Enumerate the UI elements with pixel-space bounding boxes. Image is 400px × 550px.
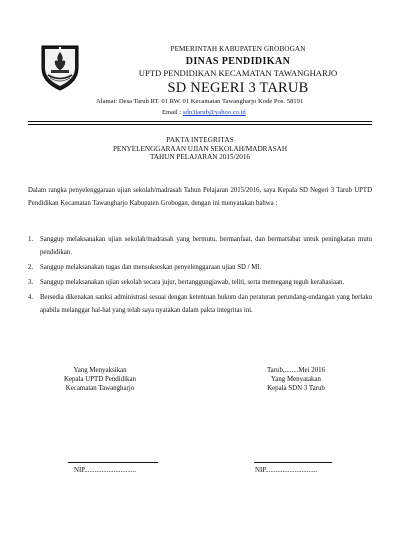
item-text: Sanggup melaksanakan ujian sekolah secara jujur, bertanggungjawab, teliti, serta memegang teguh kerahasiaan. [40, 279, 345, 286]
list-item [28, 233, 372, 259]
header-school-name: SD NEGERI 3 TARUB [167, 80, 309, 96]
item-number: 1. [28, 236, 34, 243]
item-text: Sanggup melaksanakan tugas dan mensukseskan penyelenggaraan ujian SD / MI. [40, 264, 262, 271]
header-email [162, 109, 246, 116]
intro-paragraph: Dalam rangka penyelenggaraan ujian sekolah/madrasah Tahun Pelajaran 2015/2016, saya Kepala SD Negeri 3 Tarub UPTD Pendidikan Kecamatan Tawangharjo Kabupaten Grobogan, dengan ini menyatakan bahwa : [28, 187, 372, 207]
header-address: Alamat: Desa Tarub RT. 01 RW. 01 Kecamatan Tawangharjo Kode Pos. 58191 [96, 98, 304, 105]
witness-position: Kepala UPTD Pendidikan [64, 376, 136, 383]
item-number: 3. [28, 279, 34, 286]
header-unit: UPTD PENDIDIKAN KECAMATAN TAWANGHARJO [138, 68, 338, 78]
document-year: TAHUN PELAJARAN 2015/2016 [149, 153, 251, 161]
declarant-position: Kepala SDN 3 Tarub [267, 385, 325, 392]
header-office: DINAS PENDIDIKAN [185, 56, 291, 67]
list-item [28, 276, 372, 289]
email-link[interactable]: sdn3tarub@yahoo.co.id [182, 109, 246, 116]
item-text: Sanggup melaksanakan ujian sekolah/madrasah yang bermutu, bermanfaat, dan bermartabat untuk peningkatan mutu pendidikan. [40, 236, 372, 256]
document-title: PAKTA INTEGRITAS [166, 136, 234, 144]
list-item [28, 291, 372, 317]
item-number: 4. [28, 294, 34, 301]
list-item [28, 261, 372, 274]
witness-district: Kecamatan Tawangharjo [65, 385, 135, 392]
nip-right: NIP.............................. [255, 467, 318, 474]
header-government: PEMERINTAH KABUPATEN GROBOGAN [170, 45, 306, 53]
signature-block-left [30, 366, 170, 393]
item-number: 2. [28, 264, 34, 271]
place-date: Tarub,........Mei 2016 [266, 367, 326, 374]
signature-block-right [226, 366, 366, 393]
letterhead-rule-thin [28, 124, 372, 125]
declarant-label: Yang Menyatakan [270, 376, 321, 383]
letterhead-rule-thick [28, 121, 372, 122]
grobogan-logo-emblem [38, 42, 82, 92]
item-text: Bersedia dikenakan sanksi administrasi sesuai dengan ketentuan hukum dan peraturan perundang-undangan yang berlaku apabila melanggar hal-hal yang telah saya nyatakan dalam pakta integritas ini. [40, 294, 372, 314]
nip-left: NIP.............................. [74, 467, 137, 474]
signature-line-right [254, 462, 332, 463]
email-label: Email : [162, 109, 183, 116]
signature-line-left [68, 462, 158, 463]
witness-label: Yang Menyaksikan [73, 367, 127, 374]
statement-list [28, 233, 372, 319]
document-subtitle: PENYELENGGARAAN UJIAN SEKOLAH/MADRASAH [112, 144, 288, 153]
